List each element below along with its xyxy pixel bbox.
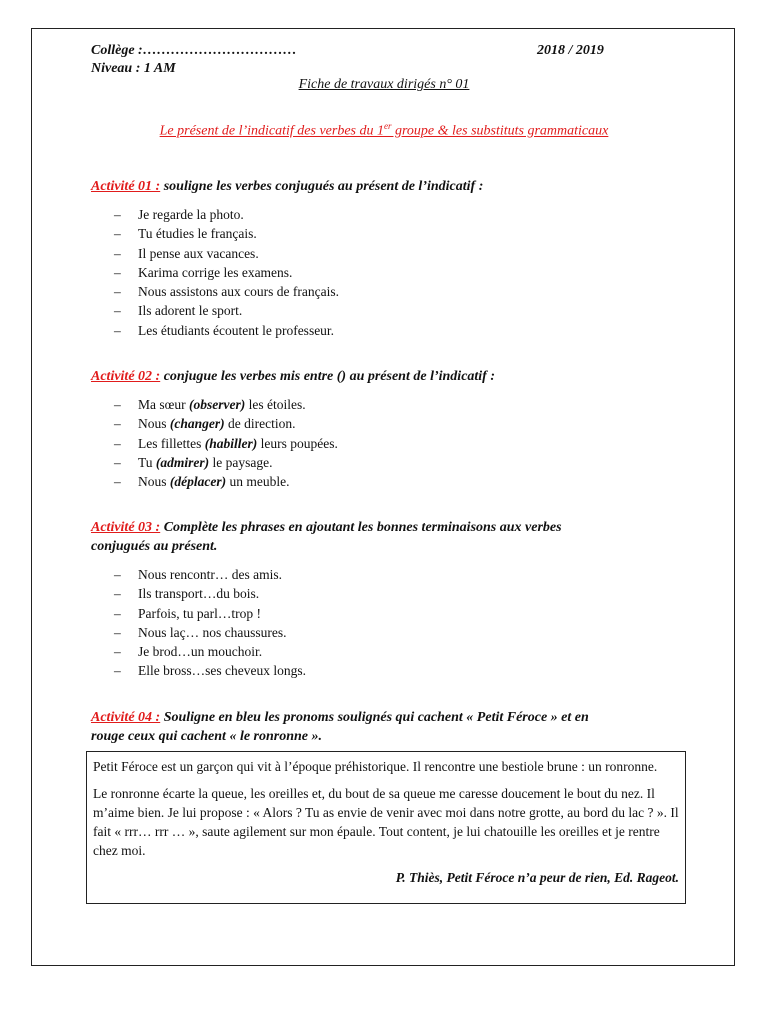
activity-03-instruction-line1: Complète les phrases en ajoutant les bonnes terminaisons aux verbes (160, 520, 562, 535)
sentence-text: Karima corrige les examens. (138, 264, 293, 280)
activity-01-instruction: souligne les verbes conjugués au présent de l’indicatif : (160, 179, 484, 194)
list-dash-marker: – (114, 303, 121, 319)
sentence-text: Les étudiants écoutent le professeur. (138, 322, 335, 338)
list-dash-marker: – (114, 624, 121, 640)
sentence-text: leurs poupées. (257, 435, 338, 451)
activity-04-heading (91, 708, 589, 746)
activity-03-label: Activité 03 : (91, 520, 161, 535)
list-dash-marker: – (114, 245, 121, 261)
list-dash-marker: – (114, 567, 121, 582)
text-source: P. Thiès, Petit Féroce n’a peur de rien, Ed. Rageot. (395, 870, 679, 885)
sentence-text: Ils transport…du bois. (138, 586, 260, 602)
sentence-text: Nous rencontr… des amis. (138, 567, 282, 582)
exercise-sentence (114, 453, 338, 472)
sentence-text: de direction. (224, 416, 296, 432)
sentence-text: Je brod…un mouchoir. (138, 644, 263, 660)
list-dash-marker: – (114, 474, 121, 490)
exercise-sentence (114, 584, 306, 603)
sentence-text: Nous assistons aux cours de français. (138, 284, 339, 300)
activity-03-heading (91, 518, 562, 556)
sentence-text: Les fillettes (138, 435, 205, 451)
activity-02-label: Activité 02 : (91, 369, 161, 384)
activity-01-heading (91, 177, 483, 196)
exercise-sentence (114, 205, 339, 224)
text-paragraph-2: Le ronronne écarte la queue, les oreilles et, du bout de sa queue me caresse doucement le bout du nez. Il m’aime bien. Je lui propose : « Alors ? Tu as envie de venir avec moi dans notre grotte, au bord du lac ? ». Il fait « rrr… rrr … », saute agilement sur mon épaule. Tout content, je lui chatouille les oreilles et je rentre chez moi. (93, 786, 679, 858)
activity-01-label: Activité 01 : (91, 179, 161, 194)
verb-infinitive: (observer) (189, 397, 246, 412)
list-dash-marker: – (114, 284, 121, 300)
sentence-text: Tu (138, 454, 156, 470)
sentence-text: Je regarde la photo. (138, 207, 244, 222)
exercise-sentence (114, 661, 306, 680)
exercise-sentence (114, 301, 339, 320)
exercise-sentence (114, 623, 306, 642)
list-dash-marker: – (114, 663, 121, 679)
activity-01-list (114, 205, 339, 340)
verb-infinitive: (admirer) (155, 454, 210, 470)
exercise-sentence (114, 604, 306, 623)
list-dash-marker: – (114, 264, 121, 280)
page-title: Fiche de travaux dirigés n° 01 (298, 77, 470, 92)
exercise-sentence (114, 472, 338, 491)
sentence-text: Parfois, tu parl…trop ! (138, 605, 261, 621)
activity-03-list (114, 565, 306, 681)
school-year: 2018 / 2019 (537, 43, 604, 58)
sentence-text: Nous (138, 474, 170, 490)
exercise-sentence (114, 395, 338, 414)
list-dash-marker: – (114, 226, 121, 242)
activity-03-instruction-line2: conjugués au présent. (91, 539, 218, 554)
sentence-text: un meuble. (226, 474, 290, 490)
text-paragraph-1: Petit Féroce est un garçon qui vit à l’époque préhistorique. Il rencontre une bestiole brune : un ronronne. (93, 759, 658, 774)
verb-infinitive: (changer) (169, 416, 225, 432)
list-dash-marker: – (114, 416, 121, 432)
verb-infinitive: (déplacer) (169, 474, 227, 490)
verb-infinitive: (habiller) (204, 435, 258, 451)
sentence-text: Ma sœur (138, 397, 189, 412)
sentence-text: Ils adorent le sport. (138, 303, 243, 319)
activity-02-instruction: conjugue les verbes mis entre () au présent de l’indicatif : (160, 369, 496, 384)
list-dash-marker: – (114, 644, 121, 660)
reading-text-box (86, 751, 686, 904)
exercise-sentence (114, 434, 338, 453)
activity-02-list (114, 395, 338, 491)
college-field: Collège :…………………………… (91, 43, 297, 58)
exercise-sentence (114, 321, 339, 340)
list-dash-marker: – (114, 322, 121, 338)
sentence-text: Nous laç… nos chaussures. (138, 624, 287, 640)
exercise-sentence (114, 282, 339, 301)
level-label: Niveau : 1 AM (91, 61, 176, 76)
sentence-text: Elle bross…ses cheveux longs. (138, 663, 306, 679)
subtitle-part-2: groupe & les substituts grammaticaux (391, 123, 609, 139)
exercise-sentence (114, 565, 306, 584)
exercise-sentence (114, 263, 339, 282)
lesson-subtitle (0, 121, 768, 140)
activity-04-instruction-line2: rouge ceux qui cachent « le ronronne ». (91, 729, 323, 744)
sentence-text: le paysage. (209, 454, 273, 470)
sentence-text: Nous (138, 416, 170, 432)
activity-04-instruction-line1: Souligne en bleu les pronoms soulignés qui cachent « Petit Féroce » et en (160, 710, 589, 725)
sentence-text: Il pense aux vacances. (138, 245, 259, 261)
exercise-sentence (114, 244, 339, 263)
exercise-sentence (114, 224, 339, 243)
list-dash-marker: – (114, 397, 121, 412)
list-dash-marker: – (114, 605, 121, 621)
sentence-text: les étoiles. (245, 397, 306, 412)
list-dash-marker: – (114, 454, 121, 470)
subtitle-part-1: Le présent de l’indicatif des verbes du 1 (159, 123, 384, 139)
sentence-text: Tu étudies le français. (138, 226, 257, 242)
activity-02-heading (91, 367, 495, 386)
exercise-sentence (114, 642, 306, 661)
list-dash-marker: – (114, 207, 121, 222)
list-dash-marker: – (114, 586, 121, 602)
subtitle-superscript: er (383, 121, 392, 131)
activity-04-label: Activité 04 : (91, 710, 161, 725)
list-dash-marker: – (114, 435, 121, 451)
exercise-sentence (114, 414, 338, 433)
